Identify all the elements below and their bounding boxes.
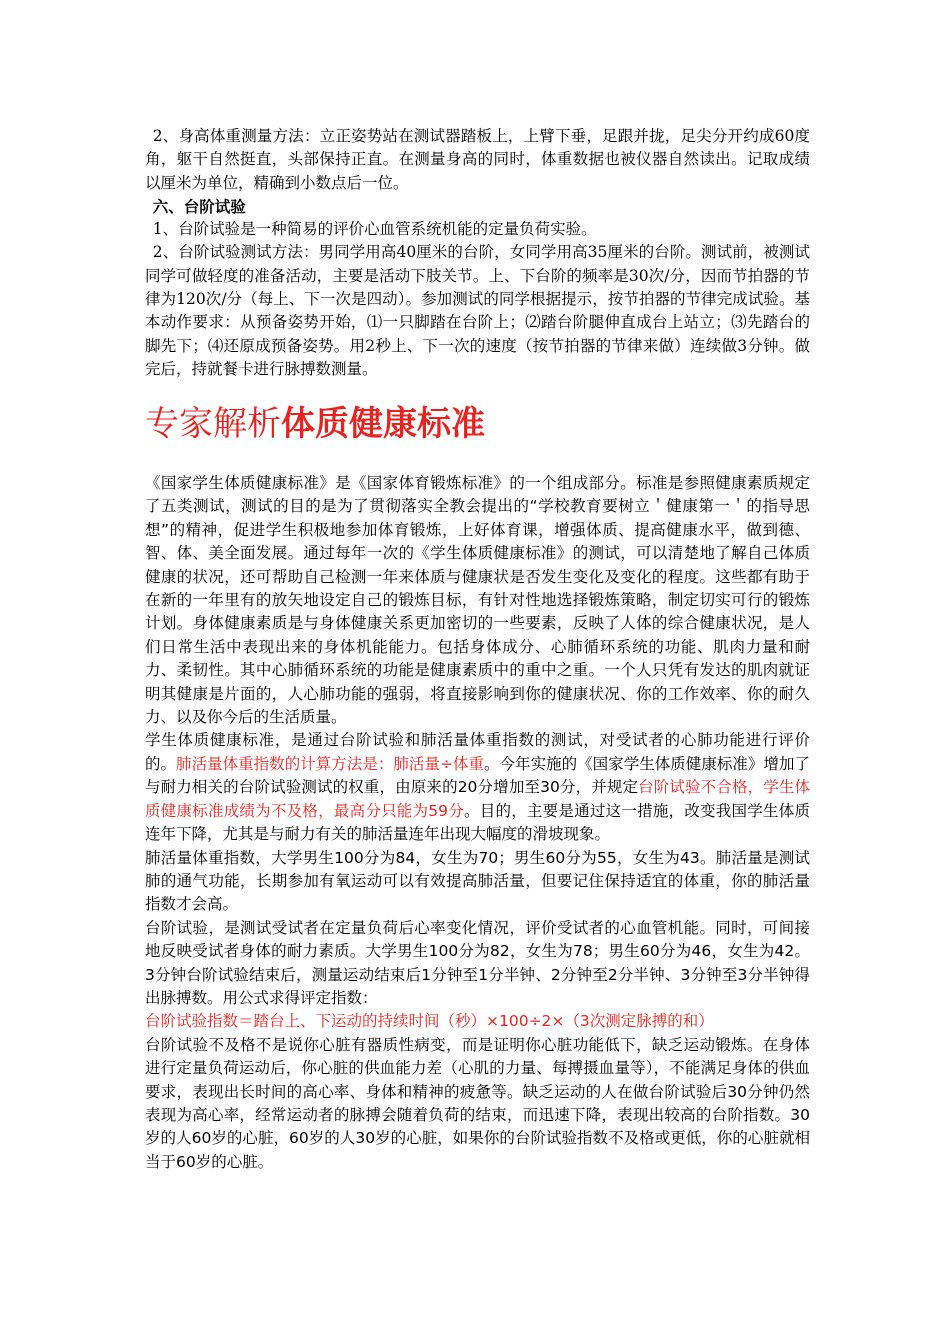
step-test-definition-paragraph: 1、台阶试验是一种简易的评价心血管系统机能的定量负荷实验。 [152, 220, 597, 239]
evaluation-text-c: 。今年实施的《国家学生体质健康标准》增加了与耐力相关的台阶试验测试的权重，由原来的20分增加至30分，并规定 [145, 754, 810, 797]
evaluation-text-e: 。目的，主要是通过这一措施，改变我国学生体质连年下降，尤其是与耐力有关的肺活量连年出现大幅度的滑坡现象。 [145, 801, 810, 844]
step-test-index-formula: 台阶试验指数＝踏台上、下运动的持续时间（秒）×100÷2×（3次测定脉搏的和） [145, 1012, 714, 1031]
step-test-method-paragraph: 2、台阶试验测试方法：男同学用高40厘米的台阶，女同学用高35厘米的台阶。测试前，被测试同学可做轻度的准备活动，主要是活动下肢关节。上、下台阶的频率是30次/分，因而节拍器的节律为120次/分（每上、下一次是四动）。参加测试的同学根据提示，按节拍器的节律完成试验。基本动作要求：从预备姿势开始，⑴一只脚踏在台阶上；⑵踏台阶腿伸直成台上站立；⑶先踏台的脚先下；⑷还原成预备姿势。用2秒上、下一次的速度（按节拍器的节律来做）连续做3分钟。做完后，持就餐卡进行脉搏数测量。 [145, 243, 810, 378]
title-part-standard: 体质健康标准 [281, 404, 485, 444]
evaluation-text-a: 学生体质健康标准，是通过台阶试验和肺活量体重指数的测试，对受试者的心肺功能进行评价的。 [145, 731, 810, 773]
evaluation-paragraph [145, 729, 810, 846]
step-test-section [145, 125, 810, 381]
section-heading-step-test: 六、台阶试验 [152, 196, 246, 216]
standard-intro-paragraph: 《国家学生体质健康标准》是《国家体育锻炼标准》的一个组成部分。标准是参照健康素质规定了五类测试，测试的目的是为了贯彻落实全教会提出的“学校教育要树立＇健康第一＇的指导思想”的精神，促进学生积极地参加体育锻炼，上好体育课，增强体质、提高健康水平，做到德、智、体、美全面发展。通过每年一次的《学生体质健康标准》的测试，可以清楚地了解自己体质健康的状况，还可帮助自己检测一年来体质与健康状是否发生变化及变化的程度。这些都有助于在新的一年里有的放矢地设定自己的锻炼目标，有针对性地选择锻炼策略，制定切实可行的锻炼计划。身体健康素质是与身体健康关系更加密切的一些要素，反映了人体的综合健康状况，是人们日常生活中表现出来的身体机能能力。包括身体成分、心肺循环系统的功能、肌肉力量和耐力、柔韧性。其中心肺循环系统的功能是健康素质中的重中之重。一个人只凭有发达的肌肉就证明其健康是片面的，人心肺功能的强弱，将直接影响到你的健康状况、你的工作效率、你的耐久力、以及你今后的生活质量。 [145, 474, 810, 727]
step-test-scores-paragraph: 台阶试验，是测试受试者在定量负荷后心率变化情况，评价受试者的心血管机能。同时，可间接地反映受试者身体的耐力素质。大学男生100分为82，女生为78；男生60分为46，女生为42。3分钟台阶试验结束后，测量运动结束后1分钟至1分半钟、2分钟至2分半钟、3分钟至3分半钟得出脉搏数。用公式求得评定指数： [145, 918, 810, 1007]
lung-index-formula-highlight: 肺活量体重指数的计算方法是：肺活量÷体重 [176, 754, 484, 773]
analysis-body [145, 472, 810, 1174]
step-test-failure-paragraph: 台阶试验不及格不是说你心脏有器质性病变，而是证明你心脏功能低下，缺乏运动锻炼。在身体进行定量负荷运动后，你心脏的供血能力差（心肌的力量、每搏摄血量等），不能满足身体的供血要求，表现出长时间的高心率、身体和精神的疲惫等。缺乏运动的人在做台阶试验后30分钟仍然表现为高心率，经常运动者的脉搏会随着负荷的结束，而迅速下降，表现出较高的台阶指数。30岁的人60岁的心脏，60岁的人30岁的心脏，如果你的台阶试验指数不及格或更低，你的心脏就相当于60岁的心脏。 [145, 1035, 810, 1171]
page-title [145, 398, 485, 450]
step-test-fail-rule-highlight: 台阶试验不合格，学生体质健康标准成绩为不及格，最高分只能为59分 [145, 778, 810, 820]
lung-capacity-index-paragraph: 肺活量体重指数，大学男生100分为84，女生为70；男生60分为55，女生为43。肺活量是测试肺的通气功能，长期参加有氧运动可以有效提高肺活量，但要记住保持适宜的体重，你的肺活量指数才会高。 [145, 848, 810, 914]
title-part-expert: 专家解析 [145, 404, 281, 444]
height-weight-paragraph: 2、身高体重测量方法：立正姿势站在测试器踏板上，上臂下垂，足跟并拢，足尖分开约成60度角，躯干自然挺直，头部保持正直。在测量身高的同时，体重数据也被仪器自然读出。记取成绩以厘米为单位，精确到小数点后一位。 [145, 127, 810, 192]
